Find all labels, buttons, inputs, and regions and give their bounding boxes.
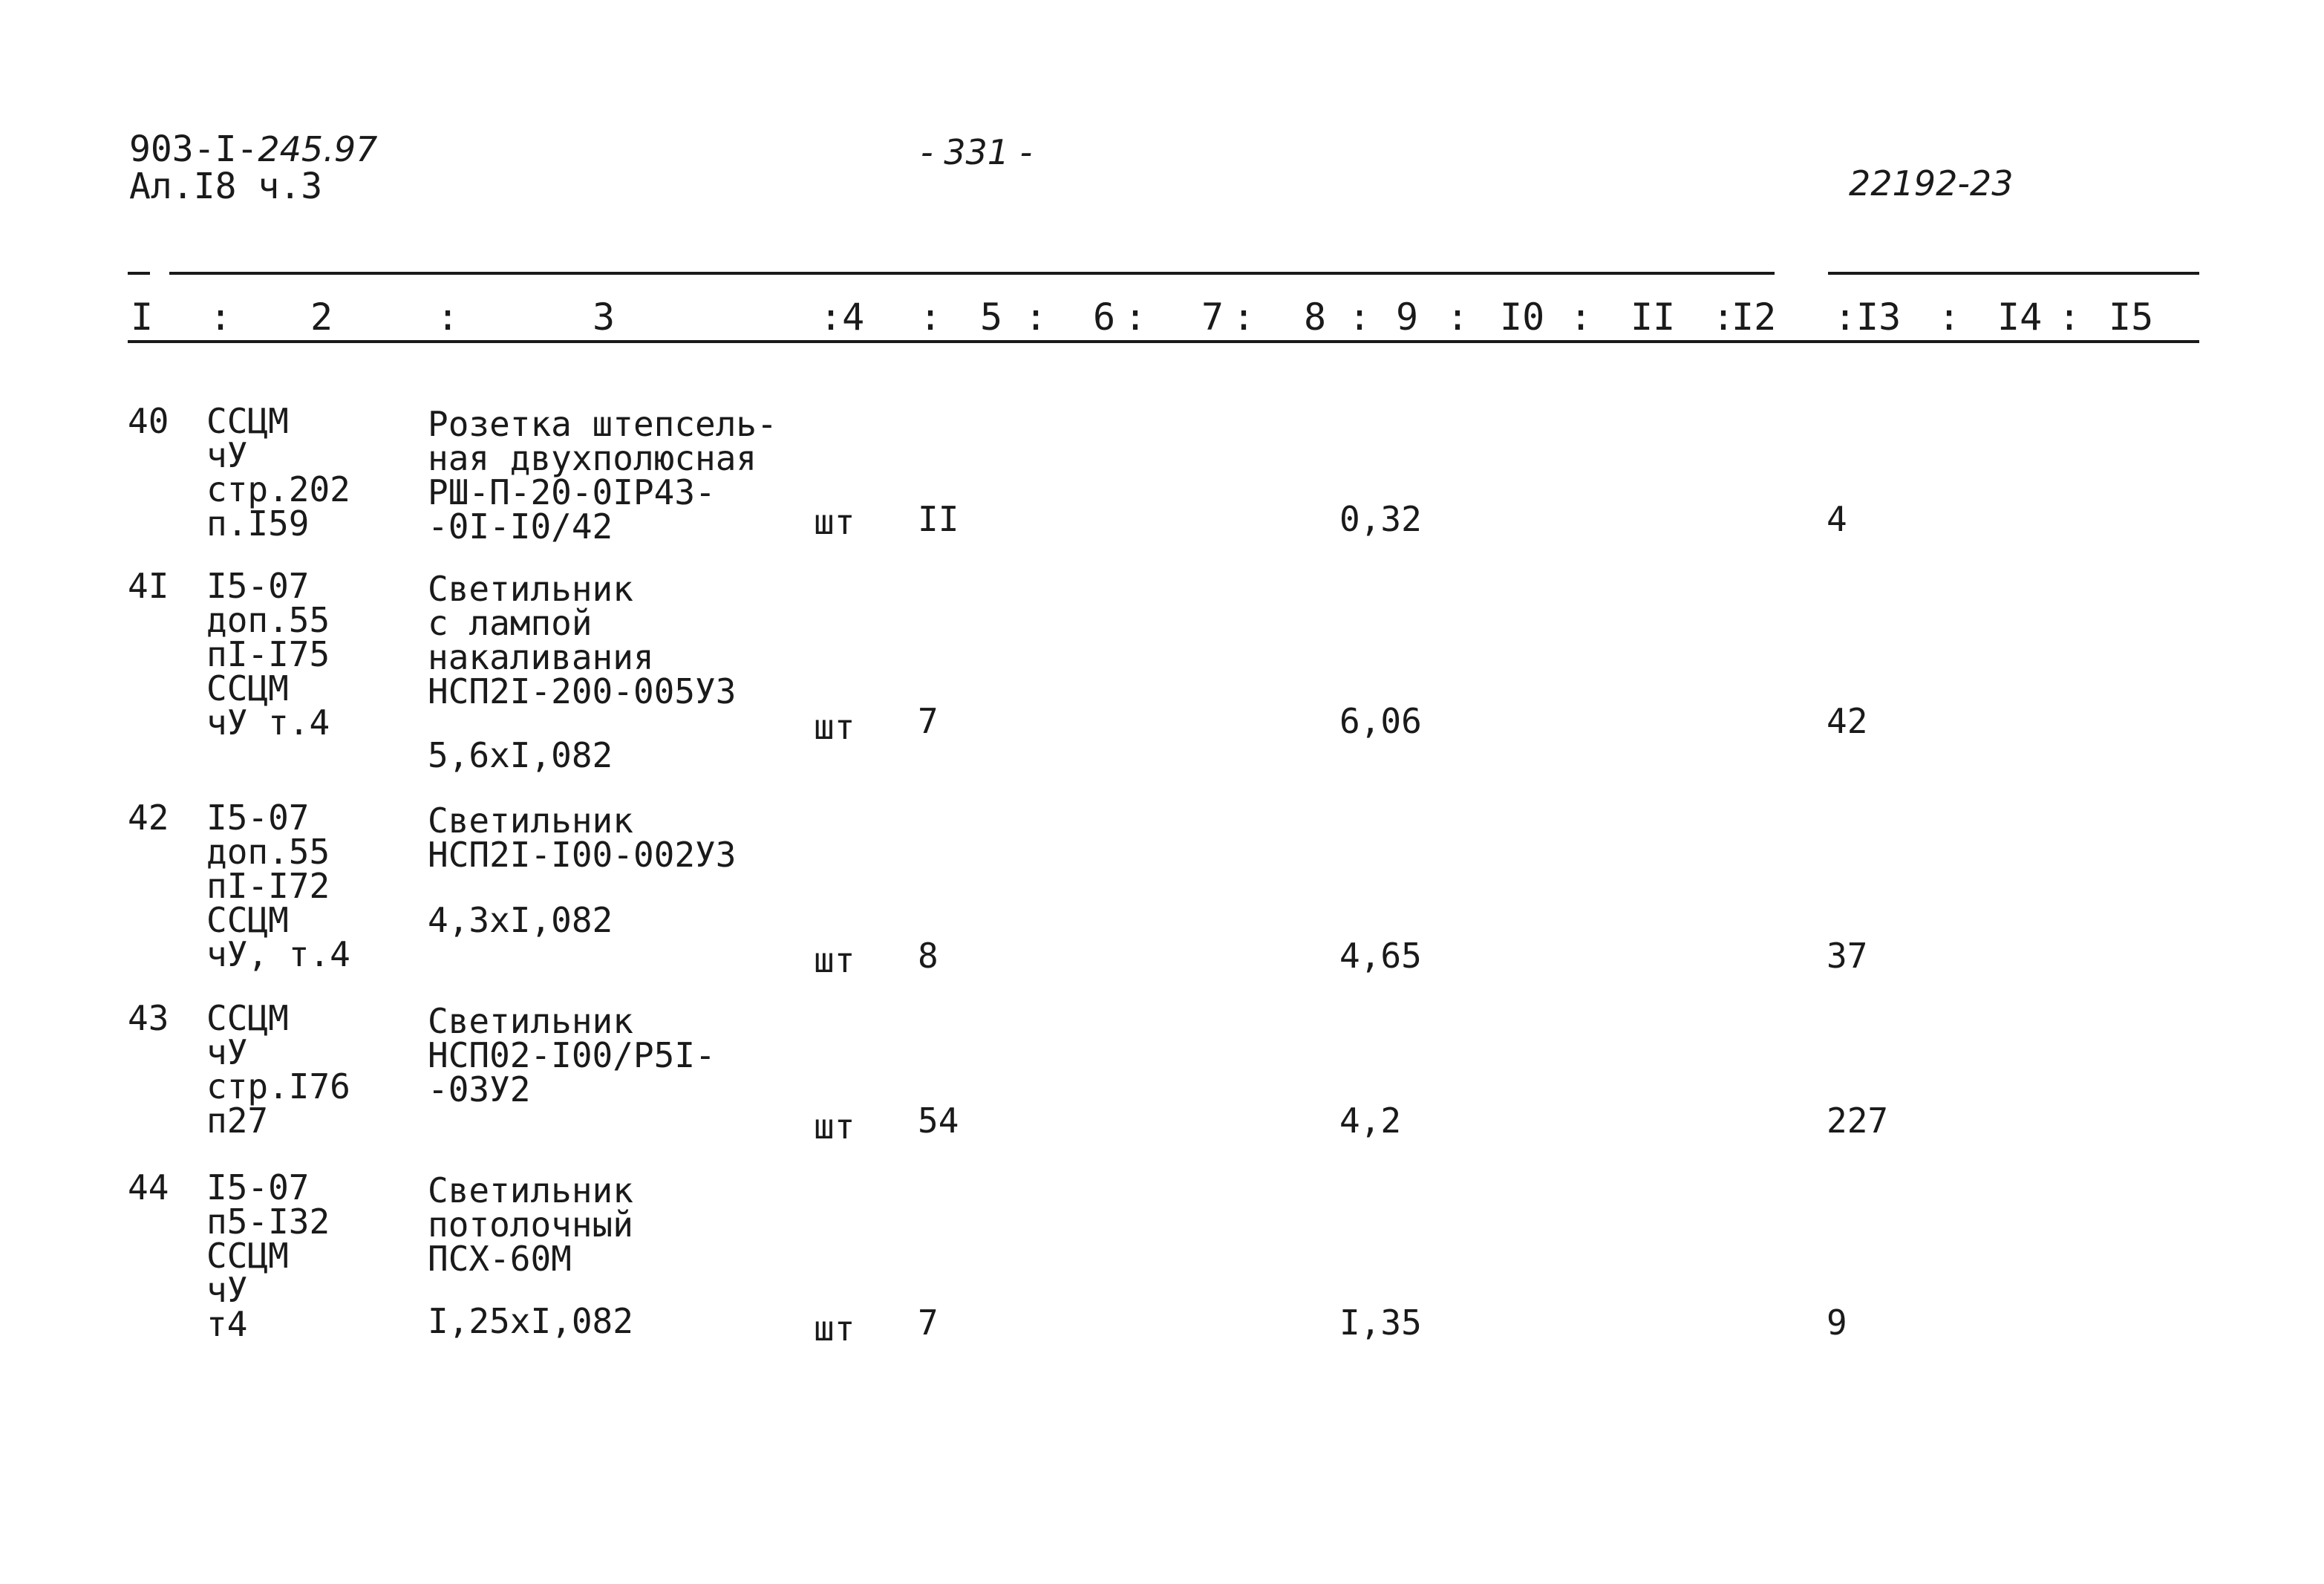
reference-line: п27: [206, 1101, 269, 1141]
reference-line: стр.202: [206, 469, 350, 509]
item-name-line: НСП2I-200-005УЗ: [428, 671, 737, 711]
reference-line: стр.I76: [206, 1066, 350, 1106]
column-header: 5: [980, 296, 1003, 339]
column-separator: :: [1712, 296, 1735, 339]
column-separator: :: [1348, 296, 1371, 339]
column-header: I: [131, 296, 154, 339]
column-separator: :: [1233, 296, 1256, 339]
column-header: II: [1631, 296, 1676, 339]
row-quantity: 54: [918, 1101, 959, 1141]
reference-line: пI-I75: [206, 634, 330, 674]
row-number: 42: [128, 798, 169, 838]
row-item-name: [428, 801, 737, 875]
column-separator: :: [209, 296, 232, 339]
row-unit-price: I,35: [1339, 1303, 1422, 1343]
row-total: 4: [1827, 499, 1847, 539]
item-name-line: накаливания: [428, 637, 654, 677]
row-reference: [206, 401, 350, 544]
column-header: :4: [820, 296, 865, 339]
row-unit: шт: [814, 502, 855, 542]
reference-line: доп.55: [206, 832, 330, 872]
column-header: 8: [1304, 296, 1327, 339]
column-header: I2: [1731, 296, 1777, 339]
item-name-line: РШ-П-20-0IР43-: [428, 472, 716, 512]
row-calculation: 4,3хI,082: [428, 900, 613, 940]
column-separator: :: [1446, 296, 1469, 339]
column-header: 7: [1201, 296, 1224, 339]
page-number: - 331 -: [921, 132, 1033, 172]
header-rule-top-right: [1828, 272, 2199, 275]
row-quantity: 7: [918, 701, 939, 741]
column-separator: :: [437, 296, 460, 339]
reference-line: п.I59: [206, 503, 310, 544]
reference-line: чУ: [206, 1270, 248, 1310]
document-code-printed: 903-I-: [129, 128, 258, 170]
column-separator: :: [1570, 296, 1593, 339]
row-item-name: [428, 569, 737, 711]
column-separator: :: [1124, 296, 1147, 339]
item-name-line: потолочный: [428, 1205, 633, 1245]
column-separator: :: [919, 296, 942, 339]
reference-line: пI-I72: [206, 866, 330, 906]
header-rule-short: [128, 272, 150, 275]
row-number: 4I: [128, 566, 169, 606]
row-calculation: 5,6хI,082: [428, 735, 613, 775]
column-header: I3: [1856, 296, 1902, 339]
row-reference: [206, 998, 350, 1141]
item-name-line: Светильник: [428, 801, 633, 841]
reference-line: I5-07: [206, 1167, 310, 1207]
row-unit: шт: [814, 1106, 855, 1147]
reference-line: п5-I32: [206, 1202, 330, 1242]
column-separator: :: [1834, 296, 1857, 339]
column-header: I0: [1500, 296, 1545, 339]
row-unit: шт: [814, 940, 855, 980]
row-total: 227: [1827, 1101, 1889, 1141]
reference-line: I5-07: [206, 798, 310, 838]
row-quantity: 8: [918, 936, 939, 976]
row-total: 42: [1827, 701, 1868, 741]
row-unit: шт: [814, 707, 855, 747]
column-header: I4: [1997, 296, 2043, 339]
column-header: 9: [1396, 296, 1419, 339]
row-number: 40: [128, 401, 169, 441]
item-name-line: ПСХ-60М: [428, 1239, 572, 1279]
row-number: 44: [128, 1167, 169, 1207]
row-reference: [206, 798, 350, 974]
register-number: 22192-23: [1849, 163, 2014, 203]
reference-line: чУ, т.4: [206, 934, 350, 974]
reference-line: I5-07: [206, 566, 310, 606]
item-name-line: Розетка штепсель-: [428, 404, 777, 444]
reference-line: ССЦМ: [206, 998, 289, 1038]
reference-line: чУ: [206, 1032, 248, 1072]
reference-line: т4: [206, 1304, 248, 1344]
reference-line: ССЦМ: [206, 401, 289, 441]
column-header: I5: [2109, 296, 2154, 339]
row-unit-price: 4,2: [1339, 1101, 1402, 1141]
item-name-line: НСП02-I00/Р5I-: [428, 1035, 716, 1075]
row-unit: шт: [814, 1308, 855, 1349]
column-header: 3: [593, 296, 616, 339]
row-reference: [206, 1167, 330, 1344]
item-name-line: ная двухполюсная: [428, 438, 757, 478]
item-name-line: НСП2I-I00-002УЗ: [428, 835, 737, 875]
column-separator: :: [1938, 296, 1961, 339]
row-calculation: I,25хI,082: [428, 1301, 633, 1341]
row-quantity: 7: [918, 1303, 939, 1343]
row-total: 9: [1827, 1303, 1847, 1343]
row-total: 37: [1827, 936, 1868, 976]
column-separator: :: [2058, 296, 2081, 339]
sheet-part: Ал.I8 ч.3: [129, 166, 323, 207]
column-separator: :: [1025, 296, 1048, 339]
item-name-line: Светильник: [428, 1001, 633, 1041]
item-name-line: -0I-I0/42: [428, 506, 613, 547]
header-rule-bottom: [128, 340, 2199, 343]
row-reference: [206, 566, 330, 743]
row-item-name: [428, 1001, 716, 1109]
document-code: [129, 128, 378, 170]
item-name-line: с лампой: [428, 603, 593, 643]
header-rule-top-left: [169, 272, 1775, 275]
reference-line: чУ: [206, 435, 248, 475]
item-name-line: Светильник: [428, 569, 633, 609]
column-header: 2: [310, 296, 333, 339]
row-item-name: [428, 1170, 633, 1279]
row-unit-price: 0,32: [1339, 499, 1422, 539]
reference-line: чУ т.4: [206, 703, 330, 743]
item-name-line: Светильник: [428, 1170, 633, 1210]
reference-line: ССЦМ: [206, 1236, 289, 1276]
row-unit-price: 6,06: [1339, 701, 1422, 741]
item-name-line: -03У2: [428, 1069, 531, 1109]
reference-line: доп.55: [206, 600, 330, 640]
row-unit-price: 4,65: [1339, 936, 1422, 976]
row-number: 43: [128, 998, 169, 1038]
reference-line: ССЦМ: [206, 900, 289, 940]
reference-line: ССЦМ: [206, 668, 289, 708]
document-code-handwritten: 245.97: [258, 129, 378, 169]
row-quantity: II: [918, 499, 959, 539]
column-header: 6: [1093, 296, 1116, 339]
row-item-name: [428, 404, 777, 547]
